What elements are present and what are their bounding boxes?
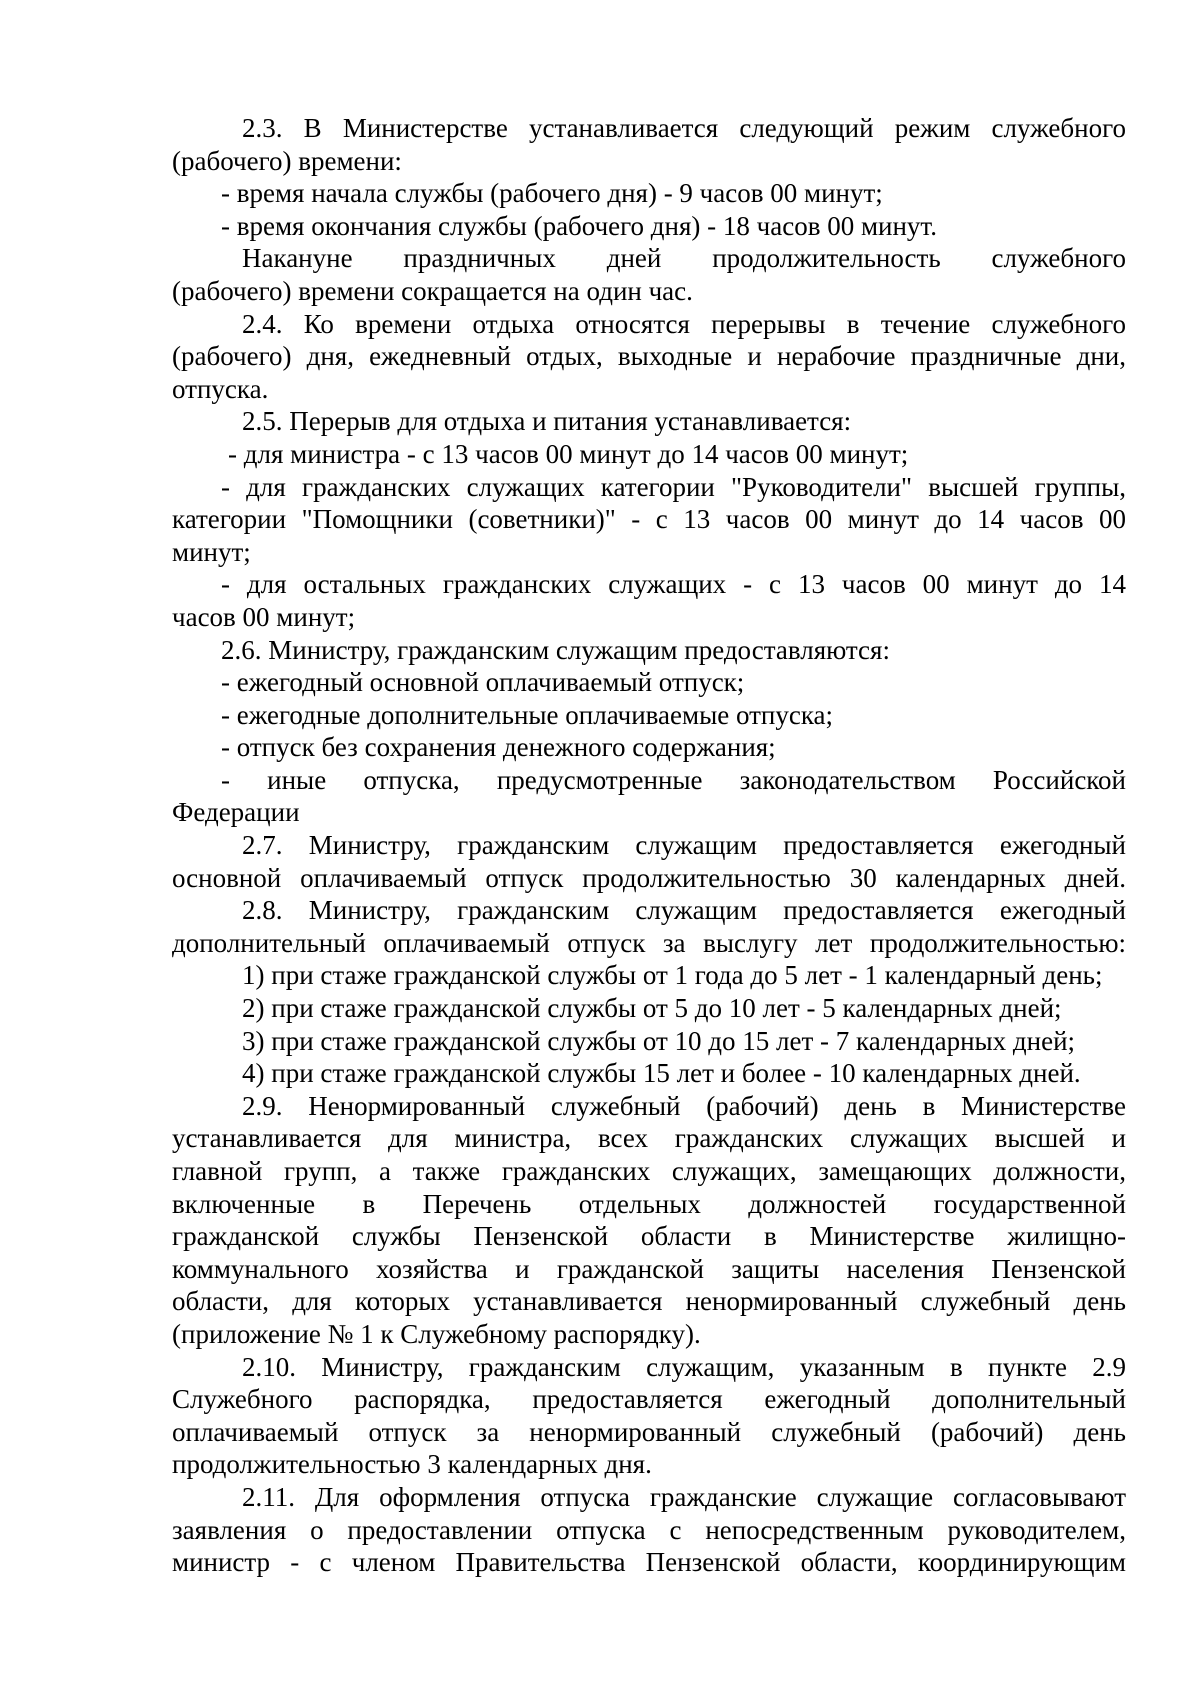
text-line: Накануне праздничных дней продолжительность служебного — [242, 243, 1126, 274]
text-line: 2.8. Министру, гражданским служащим предоставляется ежегодный — [242, 895, 1126, 926]
text-line: 2.3. В Министерстве устанавливается следующий режим служебного — [242, 113, 1126, 143]
text-line: главной групп, а также гражданских служащих, замещающих должности, — [172, 1156, 1126, 1186]
text-line: 2.5. Перерыв для отдыха и питания устанавливается: — [242, 406, 852, 437]
text-line: (рабочего) времени сокращается на один час. — [172, 275, 693, 306]
text-line: - время начала службы (рабочего дня) - 9 часов 00 минут; — [221, 178, 883, 209]
text-line: минут; — [172, 536, 251, 567]
text-line: коммунального хозяйства и гражданской защиты населения Пензенской — [172, 1253, 1126, 1284]
text-line: дополнительный оплачиваемый отпуск за выслугу лет продолжительностью: — [172, 927, 1126, 958]
text-line: отпуска. — [172, 373, 269, 404]
text-line: гражданской службы Пензенской области в Министерстве жилищно- — [172, 1221, 1126, 1252]
text-line: - иные отпуска, предусмотренные законодательством Российской — [221, 764, 1126, 795]
text-line: категории "Помощники (советники)" - с 13 часов 00 минут до 14 часов 00 — [172, 504, 1126, 535]
text-line: (приложение № 1 к Служебному распорядку). — [172, 1318, 701, 1349]
text-line: 3) при стаже гражданской службы от 10 до 15 лет - 7 календарных дней; — [242, 1025, 1076, 1056]
text-line: Служебного распорядка, предоставляется ежегодный дополнительный — [172, 1384, 1126, 1415]
text-line: - для остальных гражданских служащих - с 13 часов 00 минут до 14 — [221, 569, 1126, 600]
text-line: 2.7. Министру, гражданским служащим предоставляется ежегодный — [242, 830, 1126, 861]
text-line: 1) при стаже гражданской службы от 1 года до 5 лет - 1 календарный день; — [242, 960, 1103, 991]
text-line: 2.6. Министру, гражданским служащим предоставляются: — [221, 634, 890, 665]
text-line: - ежегодные дополнительные оплачиваемые отпуска; — [221, 699, 834, 730]
text-line: - для министра - с 13 часов 00 минут до 14 часов 00 минут; — [228, 438, 909, 469]
text-line: часов 00 минут; — [172, 601, 356, 632]
text-line: 2.9. Ненормированный служебный (рабочий) день в Министерстве — [242, 1090, 1126, 1121]
text-line: 2.4. Ко времени отдыха относятся перерывы в течение служебного — [242, 308, 1126, 339]
text-line: Федерации — [172, 797, 300, 828]
text-line: заявления о предоставлении отпуска с непосредственным руководителем, — [172, 1514, 1126, 1545]
text-line: включенные в Перечень отдельных должностей государственной — [172, 1188, 1126, 1219]
text-line: устанавливается для министра, всех гражданских служащих высшей и — [172, 1123, 1126, 1154]
text-line: - время окончания службы (рабочего дня) - 18 часов 00 минут. — [221, 210, 937, 241]
document-body — [172, 112, 1126, 1579]
text-line: 2.10. Министру, гражданским служащим, указанным в пункте 2.9 — [242, 1351, 1126, 1382]
text-line: 2) при стаже гражданской службы от 5 до 10 лет - 5 календарных дней; — [242, 993, 1062, 1024]
text-line: 2.11. Для оформления отпуска гражданские служащие согласовывают — [242, 1481, 1126, 1512]
text-line: основной оплачиваемый отпуск продолжительностью 30 календарных дней. — [172, 862, 1126, 893]
text-line: министр - с членом Правительства Пензенской области, координирующим — [172, 1547, 1126, 1578]
text-line: (рабочего) времени: — [172, 145, 402, 176]
text-line: области, для которых устанавливается ненормированный служебный день — [172, 1286, 1126, 1317]
text-line: - отпуск без сохранения денежного содержания; — [221, 732, 776, 763]
text-line: 4) при стаже гражданской службы 15 лет и более - 10 календарных дней. — [242, 1058, 1081, 1089]
text-line: - ежегодный основной оплачиваемый отпуск; — [221, 667, 745, 698]
text-line: (рабочего) дня, ежедневный отдых, выходные и нерабочие праздничные дни, — [172, 341, 1126, 372]
text-line: продолжительностью 3 календарных дня. — [172, 1449, 652, 1480]
text-line: - для гражданских служащих категории "Руководители" высшей группы, — [221, 471, 1126, 502]
text-line: оплачиваемый отпуск за ненормированный служебный (рабочий) день — [172, 1416, 1126, 1447]
